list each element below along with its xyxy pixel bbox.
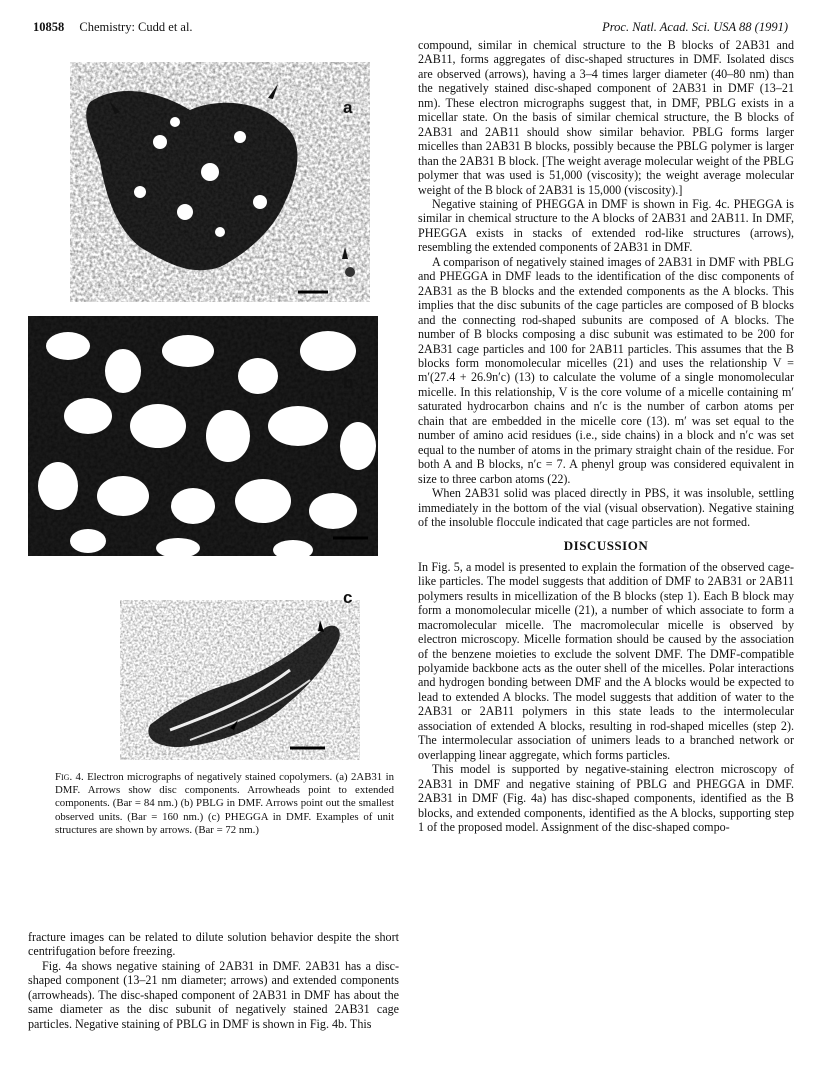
page-number: 10858 [33,20,65,34]
figure-caption [55,771,394,837]
micrograph-b-image [28,316,378,556]
figure-caption-label: Fig. 4. [55,771,84,783]
micrograph-a-image [70,62,370,302]
running-title: Chemistry: Cudd et al. [79,20,193,34]
paragraph: fracture images can be related to dilute solution behavior despite the short centrifugation before freezing. [28,930,399,959]
panel-label-a: a [343,98,353,117]
paragraph: When 2AB31 solid was placed directly in PBS, it was insoluble, settling immediately in the bottom of the vial (visual observation). Negative staining of the insoluble floccule indicated that cage particles are not formed. [418,486,794,529]
paragraph: In Fig. 5, a model is presented to explain the formation of the observed cage-like particles. The model suggests that addition of DMF to 2AB31 or 2AB11 polymers results in micellization of the B blocks (step 1). Each B block may form a monomolecular micelle (21), a number of which associate to form a macromolecular micelle. The macromolecular micelle is observed by electron microscopy. Micelle formation should be caused by the association of the benzene moieties to exclude the solvent DMF. The DMF-compatible polyamide backbone acts as the outer shell of the micelles. Polar interactions and hydrogen bonding between DMF and the A blocks would be expected to lead to extended A blocks. The model suggests that addition of water to the 2AB31 or 2AB11 polymers in this state leads to the intermolecular association of extended A blocks, resulting in rod-shaped micelles (step 2). The intermolecular association of unimers leads to a branched network or overlapping linear aggregate, which forms particles. [418,559,794,762]
left-column-text [28,930,399,1031]
micrograph-panel-b [28,316,378,556]
paragraph: Fig. 4a shows negative staining of 2AB31 in DMF. 2AB31 has a disc-shaped component (13–21 nm diameter; arrows) and extended components (arrowheads). The disc-shaped component of 2AB31 in DMF has about the same diameter as the disc subunit of negatively stained 2AB31 cage particles. Negative staining of PBLG in DMF is shown in Fig. 4b. This [28,958,399,1031]
panel-label-c: c [343,588,353,607]
paragraph: This model is supported by negative-staining electron microscopy of 2AB31 in DMF and negative staining of PBLG and PHEGGA in DMF. 2AB31 in DMF (Fig. 4a) has disc-shaped components, identified as the B blocks, and extended components, identified as the A blocks, supporting step 1 of the proposed model. Assignment of the disc-shaped compo- [418,762,794,835]
panel-label-b: b [343,373,354,392]
paragraph: A comparison of negatively stained images of 2AB31 in DMF with PBLG and PHEGGA in DMF leads to the identification of the disc components of 2AB31 as the B blocks and the extended components as the A blocks. This implies that the disc subunits of the cage particles are composed of B blocks and the connecting rod-shaped subunits are composed of A blocks. The number of B blocks composing a disc subunit was estimated to be 200 for 2AB31 cage particles and 100 for 2AB11 particles. This assumes that the B blocks form monomolecular micelles (21) and uses the relationship V = m′(27.4 + 26.9n′c) (13) to calculate the volume of a single monomolecular micelle. In this relationship, V is the core volume of a micelle containing m′ saturated hydrocarbon chains and n′c is the number of carbon atoms per chain that are embedded in the micelle core (13). m′ was set equal to the number of amino acid residues (i.e., side chains) in a block and n′c was set equal to the number of atoms in the primary straight chain of the residue. For both A and B blocks, n′c = 7. A phenyl group was considered equivalent in size to three carbon atoms (22). [418,254,794,486]
journal-citation: Proc. Natl. Acad. Sci. USA 88 (1991) [602,20,788,34]
paragraph: compound, similar in chemical structure to the B blocks of 2AB31 and 2AB11, forms aggregates of disc-shaped structures in DMF. Isolated discs are observed (arrows), having a 3–4 times larger diameter (40–80 nm) than the negatively stained disc-shaped component of 2AB31 in DMF (13–21 nm). These electron micrographs suggest that, in DMF, PBLG exists in a micellar state. On the basis of similar chemical structure, the B blocks of 2AB31 and 2AB11 should show similar behavior. PBLG forms larger micelles than 2AB31 B blocks, possibly because the PBLG polymer is larger than the 2AB31 B block. [The weight average molecular weight of the PBLG polymer that was used is 51,000 (viscosity); the weight average molecular weight of the B block of 2AB31 is 15,000 (viscosity).] [418,38,794,197]
right-column-text [418,38,794,834]
micrograph-panel-a [70,62,370,302]
figure-caption-text: Electron micrographs of negatively stained copolymers. (a) 2AB31 in DMF. Arrows show disc components. Arrowheads point to extended components. (Bar = 84 nm.) (b) PBLG in DMF. Arrows point out the smallest observed units. (Bar = 160 nm.) (c) PHEGGA in DMF. Examples of unit structures are shown by arrows. (Bar = 72 nm.) [55,771,395,836]
section-title: DISCUSSION [563,538,649,554]
running-header-left [33,20,193,35]
micrograph-panel-c [120,600,360,760]
paragraph: Negative staining of PHEGGA in DMF is shown in Fig. 4c. PHEGGA is similar in chemical structure to the A blocks of 2AB31 and 2AB11. In DMF, PHEGGA exists in stacks of extended rod-like structures (arrows), resembling the extended components of 2AB31 in DMF. [418,196,794,255]
micrograph-c-image [120,600,360,760]
